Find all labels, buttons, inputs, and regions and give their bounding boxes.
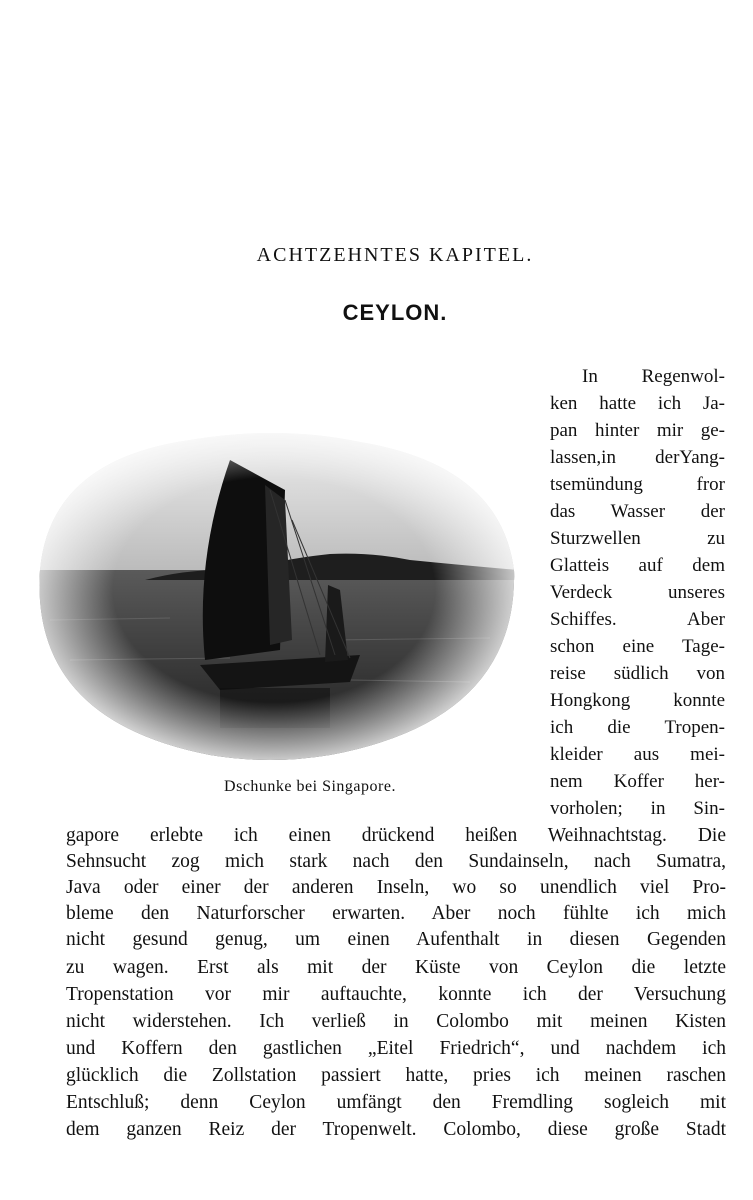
body-line: bleme den Naturforscher erwarten. Aber noch fühlte ich mich bbox=[66, 903, 726, 924]
body-line: Java oder einer der anderen Inseln, wo so unendlich viel Pro- bbox=[66, 877, 726, 898]
body-line: tsemündung fror bbox=[550, 474, 725, 495]
body-line: pan hinter mir ge- bbox=[550, 420, 725, 441]
body-line: gapore erlebte ich einen drückend heißen Weihnachtstag. Die bbox=[66, 825, 726, 846]
body-line: ich die Tropen- bbox=[550, 717, 725, 738]
body-line: nicht gesund genug, um einen Aufenthalt in diesen Gegenden bbox=[66, 929, 726, 950]
body-line: Entschluß; denn Ceylon umfängt den Fremdling sogleich mit bbox=[66, 1092, 726, 1113]
chapter-heading: ACHTZEHNTES KAPITEL. bbox=[256, 244, 534, 266]
body-line: Verdeck unseres bbox=[550, 582, 725, 603]
body-line: nem Koffer her- bbox=[550, 771, 725, 792]
body-line: In Regenwol- bbox=[582, 366, 725, 387]
body-line: Sturzwellen zu bbox=[550, 528, 725, 549]
body-line: vorholen; in Sin- bbox=[550, 798, 725, 819]
body-line: lassen,in derYang- bbox=[550, 447, 725, 468]
body-line: Glatteis auf dem bbox=[550, 555, 725, 576]
body-line: zu wagen. Erst als mit der Küste von Ceylon die letzte bbox=[66, 957, 726, 978]
body-line: kleider aus mei- bbox=[550, 744, 725, 765]
body-line: Tropenstation vor mir auftauchte, konnte ich der Versuchung bbox=[66, 984, 726, 1005]
chapter-title: CEYLON. bbox=[342, 300, 448, 325]
body-line: Hongkong konnte bbox=[550, 690, 725, 711]
figure-caption: Dschunke bei Singapore. bbox=[224, 778, 396, 795]
body-line: schon eine Tage- bbox=[550, 636, 725, 657]
body-line: und Koffern den gastlichen „Eitel Friedrich“, und nachdem ich bbox=[66, 1038, 726, 1059]
body-line: reise südlich von bbox=[550, 663, 725, 684]
body-line: ken hatte ich Ja- bbox=[550, 393, 725, 414]
body-line: Sehnsucht zog mich stark nach den Sundainseln, nach Sumatra, bbox=[66, 851, 726, 872]
body-line: glücklich die Zollstation passiert hatte, pries ich meinen raschen bbox=[66, 1065, 726, 1086]
junk-photo bbox=[30, 420, 518, 760]
body-line: nicht widerstehen. Ich verließ in Colombo mit meinen Kisten bbox=[66, 1011, 726, 1032]
body-line: dem ganzen Reiz der Tropenwelt. Colombo, diese große Stadt bbox=[66, 1119, 726, 1140]
body-line: Schiffes. Aber bbox=[550, 609, 725, 630]
body-line: das Wasser der bbox=[550, 501, 725, 522]
